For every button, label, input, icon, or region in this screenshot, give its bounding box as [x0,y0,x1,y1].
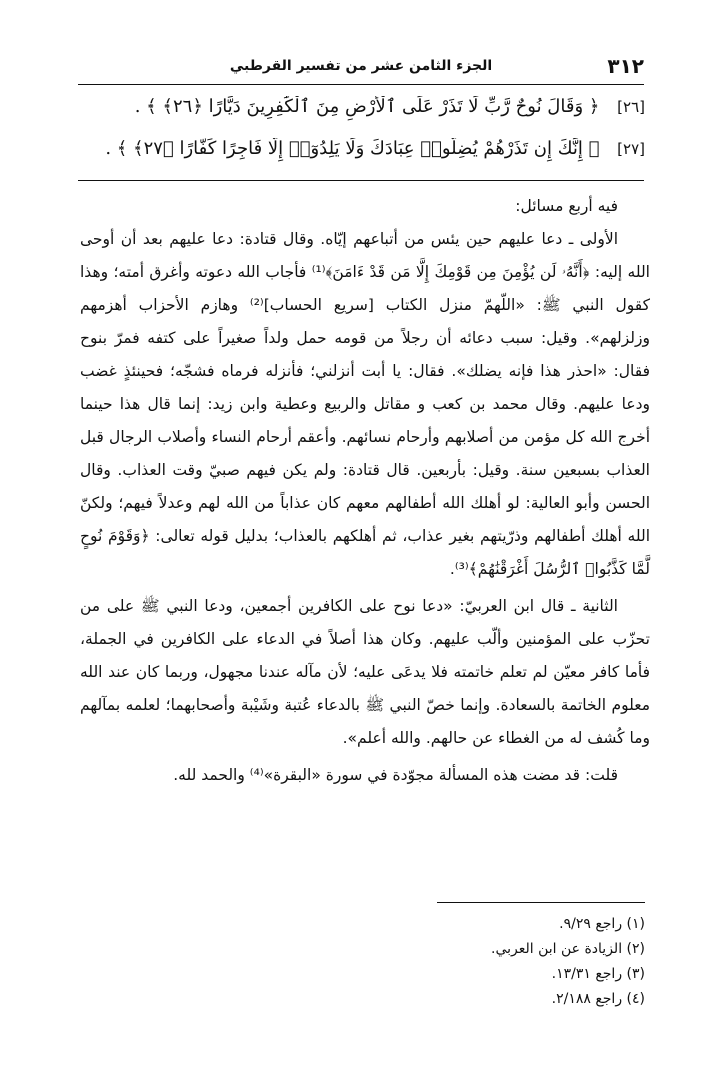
header-divider [78,84,644,85]
verse-divider [78,180,644,181]
verse-number: [٢٧] [617,140,645,158]
verse-text: ﴿ إِنَّكَ إِن تَذَرْهُمْ يُضِلُّوا۟ عِبَادَكَ وَلَا يَلِدُوٓا۟ إِلَّا فَاجِرًا كَفَّارًا ﴿٢٧﴾ ﴾ . [105,138,600,159]
issue-first-paragraph: الأولى ـ دعا عليهم حين يئس من أتباعهم إيّاه. وقال قتادة: دعا عليهم بعد أن أوحى الله إليه: ﴿أَنَّهُۥ لَن يُؤْمِنَ مِن قَوْمِكَ إِلَّا مَن قَدْ ءَامَنَ﴾⁽¹⁾ فأجاب الله دعوته وأغرق أمته؛ وهذا كقول النبي ﷺ: «اللّهمّ منزل الكتاب [سريع الحساب]⁽²⁾ وهازم الأحزاب أهزمهم وزلزلهم». وقيل: سبب دعائه أن رجلاً من قومه حمل ولداً صغيراً على كتفه فمرّ بنوح فقال: «احذر هذا فإنه يضلك». فقال: يا أبت أنزلني؛ فأنزله فرماه فشجّه؛ فحينئذٍ غضب ودعا عليهم. وقال محمد بن كعب و مقاتل والربيع وعطية وابن زيد: إنما قال هذا حينما أخرج الله كل مؤمن من أصلابهم وأرحام نسائهم. وأعقم أرحام النساء وأصلاب الرجال قبل العذاب بسبعين سنة. وقيل: بأربعين. قال قتادة: ولم يكن فيهم صبيّ وقت العذاب. وقال الحسن وأبو العالية: لو أهلك الله أطفالهم معهم كان عذاباً من الله لهم وعدلاً فيهم؛ ولكنّ الله أهلك أطفالهم وذرّيتهم بغير عذاب، ثم أهلكهم بالعذاب؛ بدليل قوله تعالى: ﴿وَقَوْمَ نُوحٍ لَّمَّا كَذَّبُوا۟ ٱلرُّسُلَ أَغْرَقْنَٰهُمْ﴾⁽³⁾. [80,230,650,578]
footnote: (٤) راجع ٢/١٨٨. [551,991,645,1007]
page-header [78,44,644,88]
commentary-body [80,190,650,792]
verse-line [80,138,645,168]
running-title: الجزء الثامن عشر من تفسير القرطبي [229,58,493,74]
footnote: (٢) الزيادة عن ابن العربي. [491,941,645,957]
verse-number: [٢٦] [617,98,645,116]
page-number: ٣١٢ [607,54,644,78]
verse-text: ﴿ وَقَالَ نُوحٌ رَّبِّ لَا تَذَرْ عَلَى ٱلْأَرْضِ مِنَ ٱلْكَٰفِرِينَ دَيَّارًا ﴿٢٦﴾ ﴾ . [134,96,600,117]
intro-line: فيه أربع مسائل: [515,197,618,215]
footnotes [245,912,645,1012]
issue-second-paragraph: الثانية ـ قال ابن العربيّ: «دعا نوح على الكافرين أجمعين، ودعا النبي ﷺ على من تحزّب على المؤمنين وألّب عليهم. وكان هذا أصلاً في الدعاء على الكافرين في الجملة، فأما كافر معيّن لم تعلم خاتمته فلا يدعَى عليه؛ لأن مآله عندنا مجهول، وربما كان عند الله معلوم الخاتمة بالسعادة. وإنما خصّ النبي ﷺ بالدعاء عُتبة وشَيْبة وأصحابهما؛ لعلمه بمآلهم وما كُشف له من الغطاء عن حالهم. والله أعلم». [80,597,650,747]
footnote: (٣) راجع ١٣/٣١. [551,966,645,982]
footnote: (١) راجع ٩/٢٩. [559,916,645,932]
closing-paragraph: قلت: قد مضت هذه المسألة مجوّدة في سورة «البقرة»⁽⁴⁾ والحمد لله. [173,766,618,784]
footnote-divider [437,902,645,903]
verse-line [80,96,645,126]
